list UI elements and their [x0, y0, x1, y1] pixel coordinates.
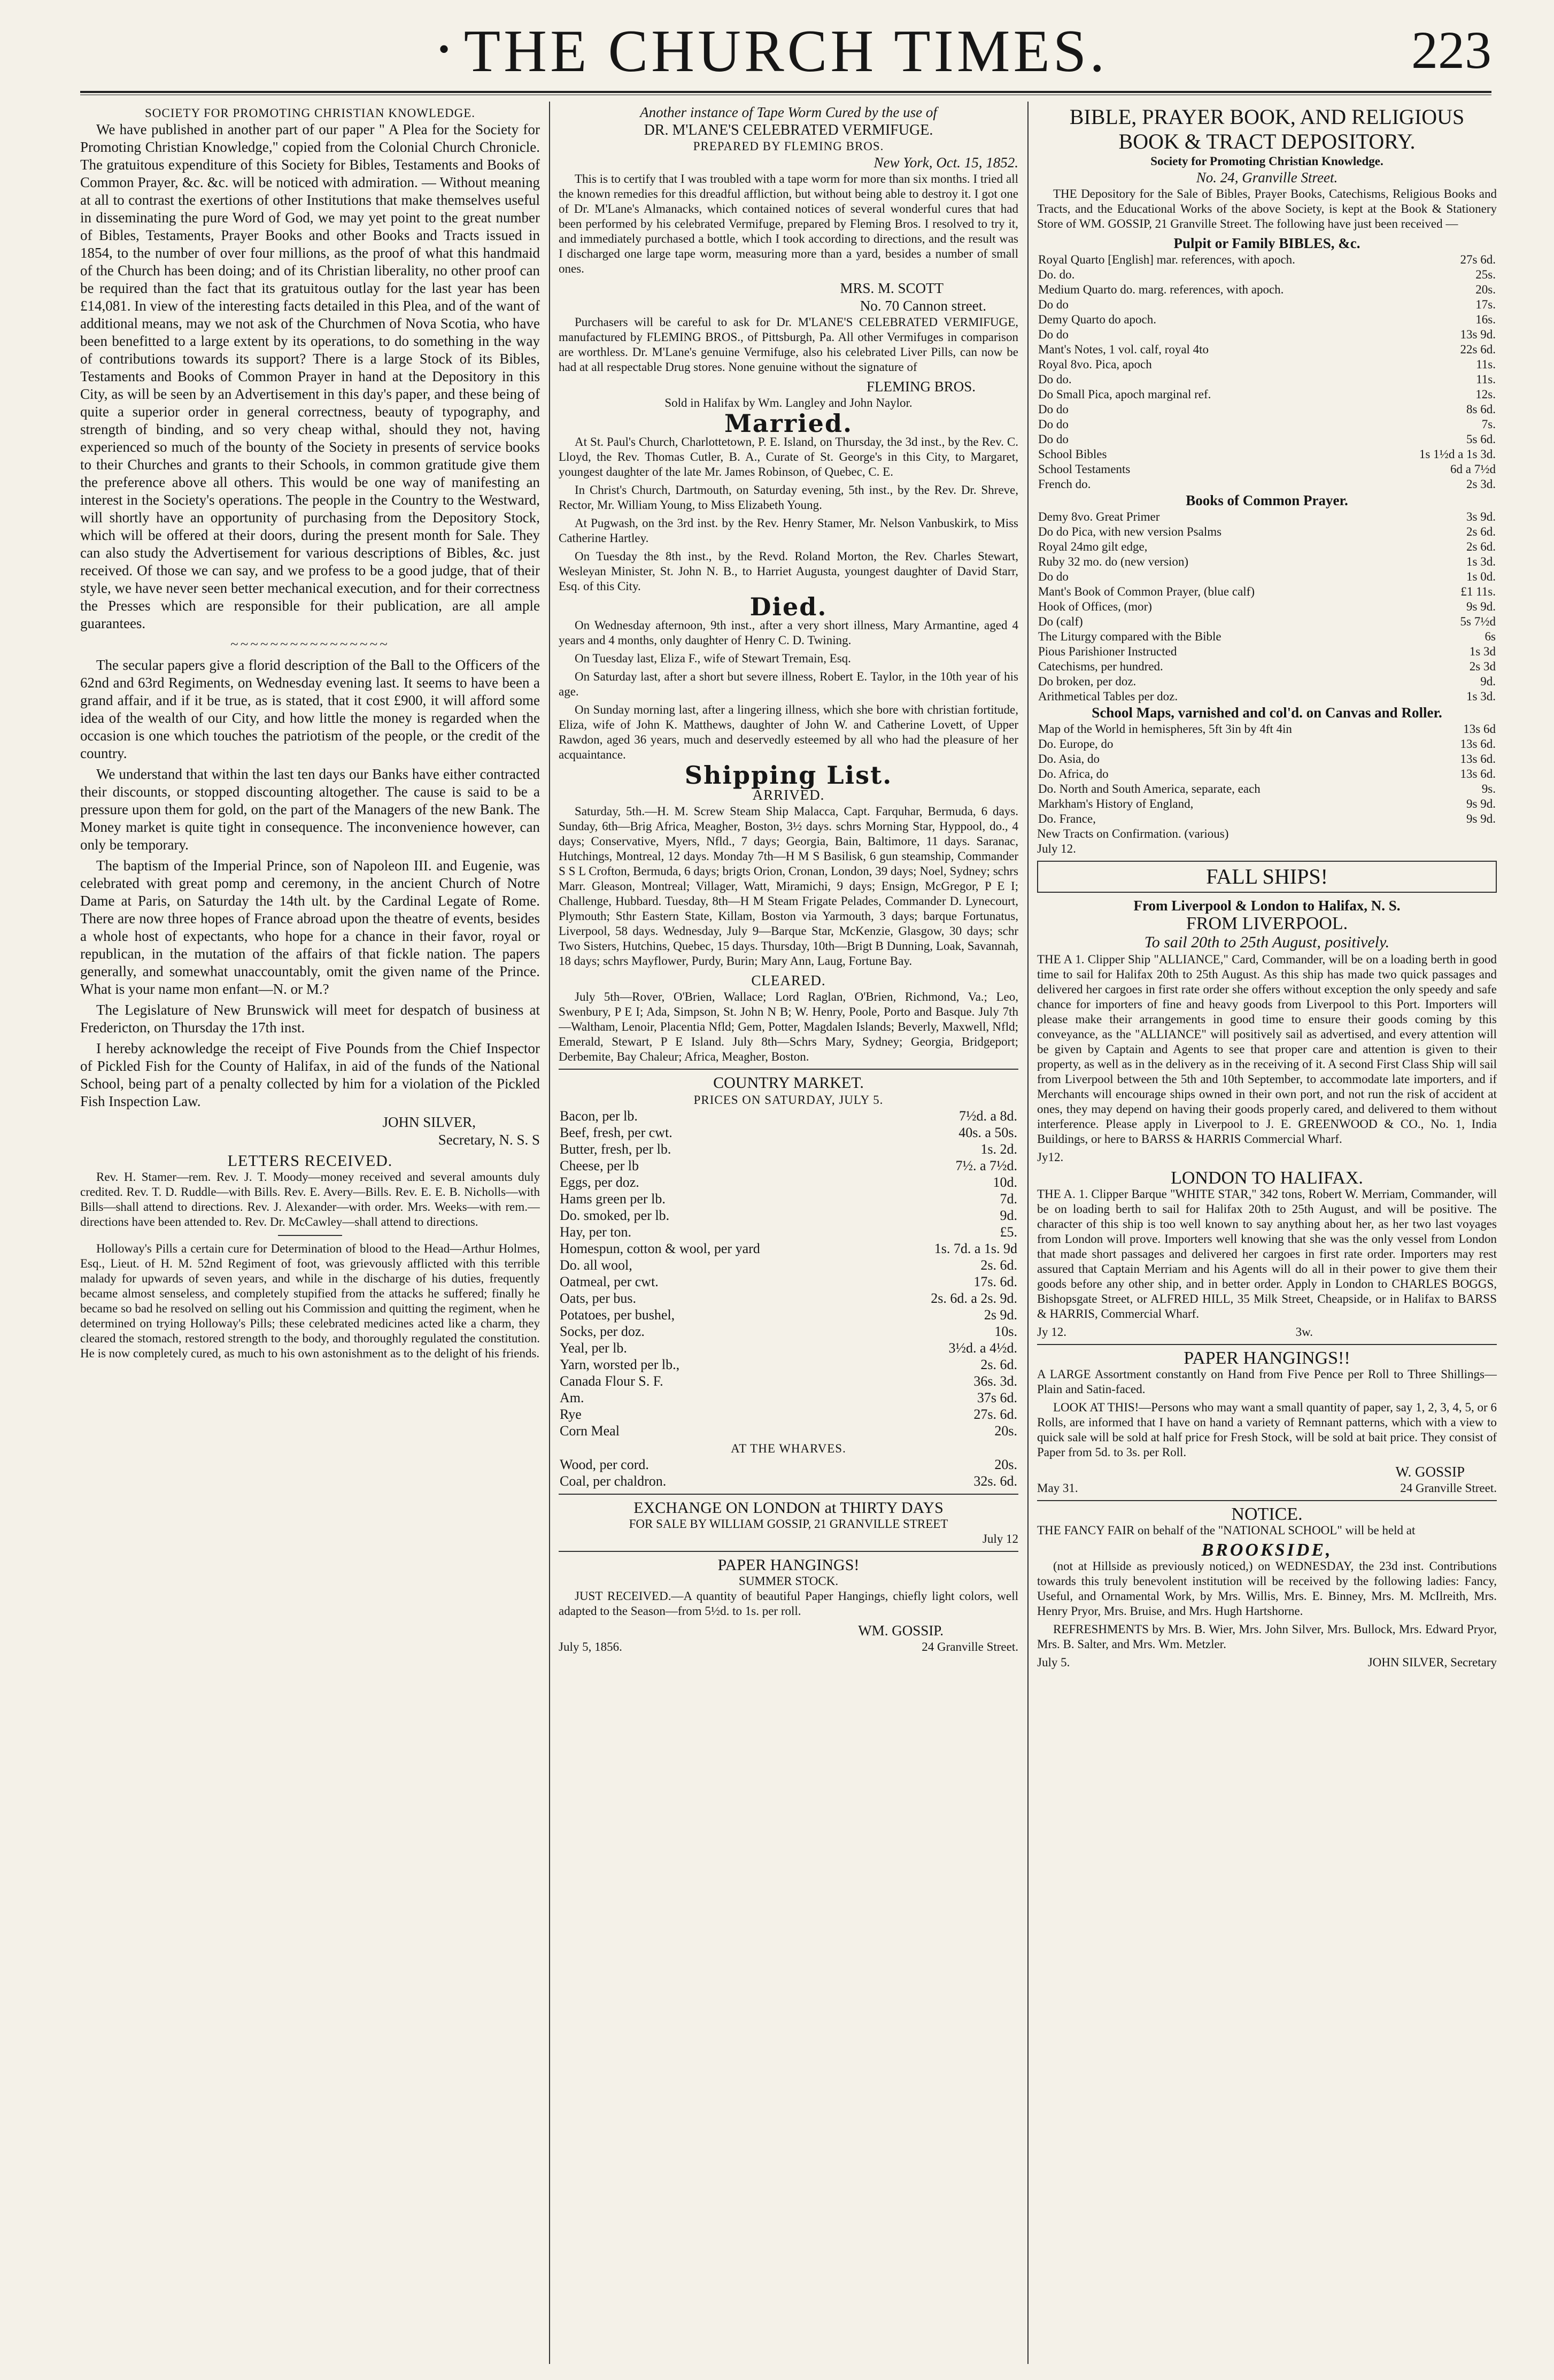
bible-row [1037, 267, 1497, 282]
maps-row [1037, 767, 1497, 782]
depository-body: THE Depository for the Sale of Bibles, Prayer Books, Catechisms, Religious Books and Tracts, and the Educational Works of the above Society, is kept at the Book & Stationery Store of WM. GOSSIP, 21 Granville Street. The following have just been received — [1037, 187, 1497, 230]
maps-row [1037, 752, 1497, 767]
maps-date: July 12. [1037, 842, 1076, 855]
vermifuge-address: No. 70 Cannon street. [860, 298, 986, 314]
spck-article: We have published in another part of our paper " A Plea for the Society for Promoting Christian Knowledge," copied from the Colonial Church Chronicle. The gratuitous expenditure of this Society for Bibles, Testaments and Books of Common Prayer, &c. &c. will be noticed with admiration. — Without meaning at all to contrast the exertions of other Institutions that make themselves useful in disseminating the pure Word of God, we may yet point to the great number of Bibles, Testaments, Prayer Books and other Books and Tracts issued in 1854, to the number of over four millions, as the proof of what this handmaid of the Church has been doing; and of its Christian liberality, no other proof can be required than the fact that its gratuitous outlay for the last year has been £14,081. In view of the interesting facts detailed in this Plea, and of the want of additional means, may we not ask of the Churchmen of Nova Scotia, who have been benefitted to a large extent by its operations, to do something in the way of contributions towards its support? There is a large Stock of its Bibles, Testaments and Books of Common Prayer in hand at the Depository in this City, as will be seen by an Advertisement in this day's paper, and these being of quite a superior order in general correctness, beauty of typography, and strength of binding, and so very cheap withal, should they not, having experienced so much of the bounty of the Society in presents of service books to their Churches and grants to their Schools, in common gratitude give them the preference above all others. This would be one way of manifesting an interest in the Society's operations. The people in the Country to the Westward, will shortly have an opportunity of purchasing from the Depository Stock, which will be offered at their doors, during the present month for Sale. They can also study the Advertisement for various descriptions of Bibles, &c. just received. Of those we can say, and we profess to be a good judge, that of their style, we have never seen better mechanical execution, and for their correctness the Presses which are responsible for their publication, are all ample guarantees. [80, 121, 540, 631]
market-row [559, 1290, 1018, 1307]
liverpool-heading: FROM LIVERPOOL. [1186, 914, 1348, 933]
maps-row [1037, 722, 1497, 737]
market-row-price: 20s. [994, 1423, 1017, 1439]
notice-signature: JOHN SILVER, Secretary [1367, 1656, 1497, 1669]
market-row [559, 1323, 1018, 1340]
market-row-price: 17s. 6d. [973, 1274, 1017, 1289]
prayer-row-price: 1s 3d. [1466, 555, 1496, 568]
market-row-item: Socks, per doz. [560, 1324, 645, 1339]
prayer-row-item: Ruby 32 mo. do (new version) [1038, 555, 1189, 568]
market-row [559, 1240, 1018, 1257]
bible-row-item: French do. [1038, 477, 1091, 491]
maps-row-price: 9s. [1481, 782, 1496, 795]
london-date: Jy 12. [1037, 1325, 1066, 1339]
bible-row-price: 6d a 7½d [1450, 462, 1496, 476]
maps-row [1037, 797, 1497, 812]
notice-heading: NOTICE. [1231, 1504, 1303, 1524]
market-row-price: 7d. [1000, 1191, 1017, 1207]
notice-body-2: (not at Hillside as previously noticed,) on WEDNESDAY, the 23d inst. Contributions towards this truly benevolent institution will be received by the following ladies: Fancy, Useful, and Ornamental Work, by Mrs. Willis, Mrs. E. Binney, Mrs. M. McIlreith, Mrs. Henry Pryor, Mrs. Bruise, and Mrs. Hugh Hartshorne. [1037, 1559, 1497, 1618]
hangings-footer [1037, 1481, 1497, 1496]
prayer-row-item: Royal 24mo gilt edge, [1038, 540, 1148, 553]
died-notice-1: On Wednesday afternoon, 9th inst., after a very short illness, Mary Armantine, aged 4 years and 4 months, only daughter of Henry C. D. Twining. [559, 619, 1018, 647]
prayer-row [1037, 689, 1497, 704]
market-row [559, 1406, 1018, 1423]
market-row-item: Beef, fresh, per cwt. [560, 1125, 672, 1140]
paper-hangings-footer [559, 1640, 1018, 1655]
depository-address: No. 24, Granville Street. [1196, 169, 1338, 186]
paper-hangings-address: 24 Granville Street. [922, 1640, 1018, 1653]
prayer-row-item: The Liturgy compared with the Bible [1038, 630, 1221, 643]
maps-row-item: Do. Africa, do [1038, 767, 1109, 781]
vermifuge-firm: FLEMING BROS. [866, 378, 976, 395]
divider [559, 1069, 1018, 1070]
market-row [559, 1373, 1018, 1389]
wharves-row [559, 1456, 1018, 1473]
market-row [559, 1174, 1018, 1191]
hangings-address: 24 Granville Street. [1400, 1481, 1497, 1495]
column-1 [80, 102, 540, 2364]
market-heading: COUNTRY MARKET. [713, 1074, 864, 1092]
market-row-item: Hay, per ton. [560, 1224, 632, 1240]
bible-row-item: School Bibles [1038, 447, 1107, 461]
market-row [559, 1108, 1018, 1124]
banks-article: We understand that within the last ten days our Banks have either contracted their discounts, or stopped discounting altogether. The cause is said to be a pressure upon them for gold, on the part of the Managers of the new Bank. The Money market is quite tight in consequence. The inconvenience however, can only be temporary. [80, 766, 540, 853]
masthead-dot: • [438, 32, 450, 67]
bible-row [1037, 357, 1497, 372]
bible-row-item: Do do. [1038, 373, 1072, 386]
prayer-row-price: £1 11s. [1460, 585, 1496, 598]
notice-body: THE FANCY FAIR on behalf of the "NATIONAL SCHOOL" will be held at [1037, 1524, 1416, 1537]
market-row-price: 27s. 6d. [973, 1407, 1017, 1422]
prayer-row-price: 1s 3d [1469, 645, 1496, 658]
prayer-row-item: Pious Parishioner Instructed [1038, 645, 1177, 658]
divider [1037, 1500, 1497, 1501]
prayer-row-price: 6s [1485, 630, 1496, 643]
market-row [559, 1207, 1018, 1224]
prayer-row-price: 2s 3d [1469, 660, 1496, 673]
wharves-heading: AT THE WHARVES. [731, 1442, 846, 1455]
exchange-heading: EXCHANGE ON LONDON at THIRTY DAYS [633, 1499, 944, 1517]
market-row-item: Cheese, per lb [560, 1158, 639, 1173]
prayer-row-price: 3s 9d. [1466, 510, 1496, 523]
bible-row-item: Do do [1038, 403, 1069, 416]
cleared-list: July 5th—Rover, O'Brien, Wallace; Lord Raglan, O'Brien, Richmond, Va.; Leo, Swenbury, P E I; Ada, Simpson, St. John N B; W. Henry, Poole, Porto and Basque. July 7th—Waltham, Lenoir, Placentia Nfld; Gem, Potter, Magdalen Islands; Beverly, Maxwell, Nfld; Emerald, Stewart, P E Island. July 8th—Schrs Mary, Sydney; Georgia, Bridgeport; Derbemite, Bay Chaleur; Africa, Meagher, Boston. [559, 990, 1018, 1063]
prayer-row [1037, 509, 1497, 524]
fall-ships-box [1037, 861, 1497, 893]
prayer-row [1037, 629, 1497, 644]
bible-row-item: Royal 8vo. Pica, apoch [1038, 358, 1152, 371]
died-notice-3: On Saturday last, after a short but severe illness, Robert E. Taylor, in the 10th year of his age. [559, 670, 1018, 698]
prayer-row-price: 1s 0d. [1466, 570, 1496, 583]
vermifuge-dateline: New York, Oct. 15, 1852. [873, 154, 1018, 171]
separator: ~~~~~~~~~~~~~~~~ [230, 636, 390, 652]
prayer-table [1037, 509, 1497, 704]
fall-ships-subheading: From Liverpool & London to Halifax, N. S. [1133, 898, 1401, 914]
market-row [559, 1191, 1018, 1207]
arrived-heading: ARRIVED. [752, 787, 825, 803]
maps-row-item: Do. North and South America, separate, each [1038, 782, 1261, 795]
bible-row-price: 17s. [1475, 298, 1496, 311]
prayer-row-item: Arithmetical Tables per doz. [1038, 690, 1178, 703]
bible-row-item: Do do [1038, 432, 1069, 446]
maps-row [1037, 737, 1497, 752]
bible-row-item: Mant's Notes, 1 vol. calf, royal 4to [1038, 343, 1209, 356]
prayer-row-item: Catechisms, per hundred. [1038, 660, 1163, 673]
bible-row-price: 1s 1½d a 1s 3d. [1419, 447, 1496, 461]
prayer-row [1037, 584, 1497, 599]
market-row-item: Potatoes, per bushel, [560, 1307, 675, 1323]
column-rule-2 [1027, 102, 1029, 2364]
bible-row-price: 27s 6d. [1460, 253, 1496, 266]
divider [1037, 1344, 1497, 1345]
market-row-price: 9d. [1000, 1208, 1017, 1223]
hangings-heading: PAPER HANGINGS!! [1184, 1348, 1350, 1368]
bible-row [1037, 342, 1497, 357]
maps-row-price: 13s 6d [1463, 722, 1496, 736]
maps-row [1037, 812, 1497, 826]
prayer-row-item: Do (calf) [1038, 615, 1083, 628]
spck-heading: SOCIETY FOR PROMOTING CHRISTIAN KNOWLEDGE. [144, 106, 476, 120]
died-notice-2: On Tuesday last, Eliza F., wife of Stewart Tremain, Esq. [575, 652, 851, 665]
arrived-list: Saturday, 5th.—H. M. Screw Steam Ship Malacca, Capt. Farquhar, Bermuda, 6 days. Sunday, 6th—Brig Africa, Meagher, Boston, 3½ days. schrs Morning Star, Hyppool, do., 4 days; Conservative, Myers, Nfld., 7 days; Georgia, Bain, Baltimore, 11 days. Saranac, Hutchings, Montreal, 12 days. Monday 7th—H M S Basilisk, 6 gun steamship, Commander S S L Crofton, Bermuda, 6 days; brigts Orion, Cronan, London, 39 days; Noel, Sydney; schrs Marr. Gleason, Montreal; Villager, Watt, Miramichi, 9 days; Ensign, McGregor, P E I; Challenge, Hubbard. Tuesday, 8th—H M Steam Frigate Pelades, Commander D. Lynecourt, Plymouth; Sthr Eastern State, Killam, Boston via Yarmouth, 3 days; barque Fortunatus, Liverpool, 58 days. Wednesday, July 9—Barque Star, McKenzie, Glasgow, 30 days; schr Two Sisters, Hutchins, Quebec, 15 days. Thursday, 10th—Brigt B Dunning, Loak, Savannah, 18 days; schrs Mayflower, Purdy, Burin; Mary Ann, Laug, Fortune Bay. [559, 805, 1018, 968]
legislature-article: The Legislature of New Brunswick will meet for despatch of business at Fredericton, on Thursday the 17th inst. [80, 1002, 540, 1036]
market-row-price: 7½d. a 8d. [958, 1108, 1017, 1124]
liverpool-body: THE A 1. Clipper Ship "ALLIANCE," Card, Commander, will be on a loading berth in good time to sail for Halifax 20th to 25th August. As this ship has made two quick passages and delivered her cargoes in first rate order she offers without exception the only speedy and safe chance for importers of fine and heavy goods from Liverpool to this Port. Importers will please make their arrangements in good time to ensure their goods coming by this conveyance, as the "ALLIANCE" will positively sail as advertised, and every attention will be given by Captain and Agents to see that proper care and attention is given to their property, as well as in the delivery as in the receiving of it. A second First Class Ship will sail from Liverpool between the 5th and 10th September, to accommodate late importers, and if Merchants will encourage ships owned in their own port, and not run the risk of accident at ones, they may depend on having their goods properly cared, and delivered to them without interference. Please apply in Liverpool to J. E. GREENWOOD & CO., No. 1, India Buildings, or here to BARSS & HARRIS Commercial Wharf. [1037, 953, 1497, 1146]
prayer-row [1037, 524, 1497, 539]
market-row-price: 1s. 7d. a 1s. 9d [934, 1241, 1017, 1256]
market-row-item: Bacon, per lb. [560, 1108, 638, 1124]
bible-row [1037, 282, 1497, 297]
market-row [559, 1157, 1018, 1174]
vermifuge-sold: Sold in Halifax by Wm. Langley and John Naylor. [664, 396, 913, 409]
wharves-row-item: Coal, per chaldron. [560, 1473, 667, 1489]
bible-row-item: Royal Quarto [English] mar. references, with apoch. [1038, 253, 1295, 266]
bible-row [1037, 252, 1497, 267]
notice-date: July 5. [1037, 1656, 1070, 1669]
london-tail: 3w. [1295, 1325, 1313, 1339]
vermifuge-note: Purchasers will be careful to ask for Dr. M'LANE'S CELEBRATED VERMIFUGE, manufactured by FLEMING BROS., of Pittsburgh, Pa. All other Vermifuges in comparison are worthless. Dr. M'Lane's genuine Vermifuge, also his celebrated Liver Pills, can now be had at all respectable Drug stores. None genuine without the signature of [559, 315, 1018, 374]
market-row-item: Do. all wool, [560, 1257, 632, 1273]
market-row-price: 36s. 3d. [973, 1373, 1017, 1389]
bible-row-price: 22s 6d. [1460, 343, 1496, 356]
died-heading: Died. [749, 592, 828, 621]
market-row-price: £5. [1000, 1224, 1017, 1240]
married-notice-4: On Tuesday the 8th inst., by the Revd. Roland Morton, the Rev. Charles Stewart, Wesleyan Minister, St. John N. B., to Harriet Augusta, youngest daughter of David Starr, Esq. of this City. [559, 550, 1018, 593]
vermifuge-heading: DR. M'LANE'S CELEBRATED VERMIFUGE. [644, 122, 933, 138]
letters-list: Rev. H. Stamer—rem. Rev. J. T. Moody—money received and several amounts duly credited. Rev. T. D. Ruddle—with Bills. Rev. E. Avery—Bills. Rev. E. E. B. Nicholls—with Bills—shall attend to directions. Rev. J. Alexander—with order. Mrs. Weeks—with rem.—directions have been attended to. Rev. Dr. McCawley—shall attend to directions. [80, 1170, 540, 1228]
wharves-table [559, 1456, 1018, 1489]
market-row-price: 2s. 6d. [980, 1257, 1017, 1273]
bible-row-price: 8s 6d. [1466, 403, 1496, 416]
prayer-row-price: 9s 9d. [1466, 600, 1496, 613]
prayer-row-item: Mant's Book of Common Prayer, (blue calf) [1038, 585, 1255, 598]
vermifuge-tagline: Another instance of Tape Worm Cured by the use of [640, 104, 937, 120]
bible-row-price: 2s 3d. [1466, 477, 1496, 491]
liverpool-subheading: To sail 20th to 25th August, positively. [1144, 933, 1390, 951]
prayer-row [1037, 614, 1497, 629]
wharves-row-price: 20s. [994, 1457, 1017, 1472]
maps-note: New Tracts on Confirmation. (various) [1037, 827, 1229, 840]
paper-hangings-heading: PAPER HANGINGS! [717, 1556, 860, 1574]
market-row-price: 2s 9d. [984, 1307, 1017, 1323]
notice-footer [1037, 1655, 1497, 1670]
paper-hangings-date: July 5, 1856. [559, 1640, 622, 1653]
bible-row-price: 11s. [1476, 373, 1496, 386]
market-row-item: Yeal, per lb. [560, 1340, 627, 1356]
prayer-row [1037, 554, 1497, 569]
notice-body-3: REFRESHMENTS by Mrs. B. Wier, Mrs. John Silver, Mrs. Bullock, Mrs. Edward Pryor, Mrs. B. Salter, and Mrs. Wm. Metzler. [1037, 1622, 1497, 1651]
market-row-price: 40s. a 50s. [958, 1125, 1017, 1140]
market-row-price: 1s. 2d. [980, 1141, 1017, 1157]
prayer-row [1037, 569, 1497, 584]
market-row-item: Corn Meal [560, 1423, 620, 1439]
prayer-row-item: Demy 8vo. Great Primer [1038, 510, 1160, 523]
page-number: 223 [1411, 20, 1491, 80]
prayer-row-item: Do broken, per doz. [1038, 675, 1136, 688]
died-notice-4: On Sunday morning last, after a lingering illness, which she bore with christian fortitude, Eliza, wife of John K. Matthews, daughter of John W. and Catherine Lovett, of Upper Rawdon, aged 36 years, much and deservedly esteemed by all who had the pleasure of her acquaintance. [559, 703, 1018, 761]
bible-row [1037, 327, 1497, 342]
bible-row [1037, 447, 1497, 462]
vermifuge-prepared: PREPARED BY FLEMING BROS. [693, 140, 884, 153]
bible-row-price: 11s. [1476, 358, 1496, 371]
bibles-table [1037, 252, 1497, 492]
market-row [559, 1124, 1018, 1141]
bible-row-price: 5s 6d. [1466, 432, 1496, 446]
market-row [559, 1423, 1018, 1439]
column-rule-1 [549, 102, 550, 2364]
bible-row-item: Do. do. [1038, 268, 1075, 281]
maps-row-price: 13s 6d. [1460, 737, 1496, 751]
maps-row-item: Do. Europe, do [1038, 737, 1114, 751]
market-table [559, 1108, 1018, 1439]
vermifuge-signature: MRS. M. SCOTT [840, 280, 944, 296]
wharves-row [559, 1473, 1018, 1489]
london-body: THE A. 1. Clipper Barque "WHITE STAR," 342 tons, Robert W. Merriam, Commander, will be on loading berth to sail for Halifax 20th to 25th August, and will be positive. The character of this ship is too well known to say anything about her, as her two last voyages from London will prove. Importers well knowing that she was the only vessel from London that made short passages and delivered her cargoes in first rate order. Importers may rest assured that Captain Merriam and his Agents will do all in their power to give them their goods before any other ship, and in better order. Apply in London to CHARLES BOGGS, Bishopsgate Street, or ALFRED HILL, 35 Milk Street, Cheapside, or in Halifax to BARSS & HARRIS, Commercial Wharf. [1037, 1187, 1497, 1320]
bible-row-price: 25s. [1475, 268, 1496, 281]
bible-row-price: 20s. [1475, 283, 1496, 296]
hangings-body: A LARGE Assortment constantly on Hand from Five Pence per Roll to Three Shillings—Plain and Satin-faced. [1037, 1367, 1497, 1396]
married-heading: Married. [724, 409, 853, 438]
masthead [80, 10, 1491, 90]
vermifuge-testimonial: This is to certify that I was troubled with a tape worm for more than six months. I tried all the known remedies for this dreadful affliction, but without being able to destroy it. I got one of Dr. M'Lane's Almanacks, which contained notices of several wonderful cures that had been performed by his celebrated Vermifuge, prepared by Fleming Bros. I resolved to try it, and immediately purchased a bottle, which I took according to directions, and the result was I discharged one large tape worm, measuring more than a yard, besides a number of small ones. [559, 172, 1018, 275]
market-row [559, 1389, 1018, 1406]
bible-row-price: 12s. [1475, 388, 1496, 401]
pulpit-heading: Pulpit or Family BIBLES, &c. [1173, 235, 1360, 251]
bible-row-item: Demy Quarto do apoch. [1038, 313, 1156, 326]
maps-row-item: Do. France, [1038, 812, 1096, 825]
market-row [559, 1340, 1018, 1356]
column-3 [1037, 102, 1497, 2364]
market-row-price: 3½d. a 4½d. [948, 1340, 1017, 1356]
divider [559, 1494, 1018, 1495]
bible-row-price: 16s. [1475, 313, 1496, 326]
holloway-advert: Holloway's Pills a certain cure for Determination of blood to the Head—Arthur Holmes, Esq., Lieut. of H. M. 52nd Regiment of foot, was grievously afflicted with this terrible malady for upwards of seven years, and while in the discharge of his duties, frequently became almost senseless, and completely stupified from the attacks he suffered; finally he became so bad he resolved on selling out his Commission and quitting the regiment, when he determined on trying Holloway's Pills; these celebrated medicines acted like a charm, they cleared the stomach, restored strength to the body, and thoroughly regulated the constitution. He is now completely cured, as much to his own astonishment as to the delight of his friends. [80, 1242, 540, 1360]
market-row-item: Butter, fresh, per lb. [560, 1141, 671, 1157]
prayer-row [1037, 599, 1497, 614]
market-row-item: Hams green per lb. [560, 1191, 666, 1207]
hangings-body-2: LOOK AT THIS!—Persons who may want a small quantity of paper, say 1, 2, 3, 4, 5, or 6 Rolls, are informed that I have on hand a variety of Remnant patterns, which with a view to quick sale will be sold at half price for Fresh Stock, will be sold at bait price. They consist of Paper from 5d. to 3s. per Roll. [1037, 1401, 1497, 1459]
prayer-row-price: 1s 3d. [1466, 690, 1496, 703]
receipt-notice: I hereby acknowledge the receipt of Five Pounds from the Chief Inspector of Pickled Fish for the County of Halifax, in aid of the funds of the National School, being part of a penalty collected by him for a violation of the Pickled Fish Inspection Law. [80, 1040, 540, 1109]
married-notice-3: At Pugwash, on the 3rd inst. by the Rev. Henry Stamer, Mr. Nelson Vanbuskirk, to Miss Catherine Hartley. [559, 516, 1018, 545]
column-2 [559, 102, 1018, 2364]
shipping-heading: Shipping List. [684, 761, 893, 790]
cleared-heading: CLEARED. [751, 972, 826, 988]
market-row-item: Rye [560, 1407, 582, 1422]
prayer-row [1037, 659, 1497, 674]
market-row-item: Oats, per bus. [560, 1291, 636, 1306]
bible-row-item: Medium Quarto do. marg. references, with apoch. [1038, 283, 1284, 296]
market-row-price: 10s. [994, 1324, 1017, 1339]
depository-society: Society for Promoting Christian Knowledge. [1150, 154, 1383, 168]
maps-row-price: 9s 9d. [1466, 797, 1496, 810]
market-row [559, 1307, 1018, 1323]
prayer-row [1037, 644, 1497, 659]
bible-row-item: Do Small Pica, apoch marginal ref. [1038, 388, 1211, 401]
market-row [559, 1141, 1018, 1157]
bible-row-item: Do do [1038, 418, 1069, 431]
letters-heading: LETTERS RECEIVED. [227, 1152, 393, 1170]
maps-row-price: 9s 9d. [1466, 812, 1496, 825]
bible-row-item: School Testaments [1038, 462, 1131, 476]
bible-row [1037, 462, 1497, 477]
wharves-row-item: Wood, per cord. [560, 1457, 649, 1472]
market-row-item: Eggs, per doz. [560, 1174, 639, 1190]
receipt-signature: JOHN SILVER, [382, 1114, 476, 1130]
market-row-item: Oatmeal, per cwt. [560, 1274, 659, 1289]
notice-place: BROOKSIDE, [1201, 1540, 1333, 1560]
maps-row-item: Markham's History of England, [1038, 797, 1194, 810]
exchange-date: July 12 [982, 1532, 1018, 1546]
bible-row [1037, 477, 1497, 492]
divider [278, 1235, 342, 1236]
market-row [559, 1273, 1018, 1290]
prayer-row [1037, 674, 1497, 689]
market-row-item: Am. [560, 1390, 584, 1405]
maps-row [1037, 782, 1497, 797]
market-row-item: Yarn, worsted per lb., [560, 1357, 680, 1372]
prayer-row-price: 9d. [1480, 675, 1496, 688]
wharves-row-price: 32s. 6d. [973, 1473, 1017, 1489]
paper-hangings-subheading: SUMMER STOCK. [738, 1574, 839, 1588]
bible-row [1037, 417, 1497, 432]
prince-article: The baptism of the Imperial Prince, son of Napoleon III. and Eugenie, was celebrated with great pomp and ceremony, in the ancient Church of Notre Dame at Paris, on Saturday the 14th ult. by the Cardinal Legate of Rome. There are now three hopes of France abroad upon the theatre of events, besides a whole host of expectants, who hope for a chance in their favor, royal or republican, in the mutation of the affairs of that fickle nation. The papers generally, and somewhat unaccountably, omit the given name of the Prince. What is your name mon enfant—N. or M.? [80, 857, 540, 997]
market-row-item: Do. smoked, per lb. [560, 1208, 670, 1223]
prayer-row-item: Do do Pica, with new version Psalms [1038, 525, 1222, 538]
bible-row-price: 13s 9d. [1460, 328, 1496, 341]
market-row [559, 1224, 1018, 1240]
maps-row-item: Do. Asia, do [1038, 752, 1100, 766]
market-row-price: 10d. [993, 1174, 1017, 1190]
market-row-item: Canada Flour S. F. [560, 1373, 663, 1389]
prayer-row-price: 2s 6d. [1466, 540, 1496, 553]
market-subheading: PRICES ON SATURDAY, JULY 5. [693, 1093, 884, 1107]
married-notice-2: In Christ's Church, Dartmouth, on Saturday evening, 5th inst., by the Rev. Dr. Shreve, Rector, Mr. William Young, to Miss Elizabeth Young. [559, 483, 1018, 512]
prayer-row-item: Hook of Offices, (mor) [1038, 600, 1152, 613]
bible-row-item: Do do [1038, 298, 1069, 311]
market-row-item: Homespun, cotton & wool, per yard [560, 1241, 760, 1256]
bible-row-item: Do do [1038, 328, 1069, 341]
married-notice-1: At St. Paul's Church, Charlottetown, P. E. Island, on Thursday, the 3d inst., by the Rev. C. Lloyd, the Rev. Thomas Cutler, B. A., Curate of St. George's in this City, to Margaret, youngest daughter of the late Mr. James Robinson, of Quebec, C. E. [559, 435, 1018, 478]
bible-row-price: 7s. [1481, 418, 1496, 431]
hangings-signature: W. GOSSIP [1395, 1464, 1465, 1480]
receipt-signature-title: Secretary, N. S. S [438, 1132, 540, 1148]
bible-row [1037, 372, 1497, 387]
hangings-date: May 31. [1037, 1481, 1078, 1495]
market-row-price: 7½. a 7½d. [955, 1158, 1017, 1173]
market-row-price: 2s. 6d. a 2s. 9d. [931, 1291, 1017, 1306]
liverpool-date: Jy12. [1037, 1150, 1064, 1164]
exchange-subheading: FOR SALE BY WILLIAM GOSSIP, 21 GRANVILLE STREET [629, 1517, 948, 1531]
bible-row [1037, 432, 1497, 447]
bible-row [1037, 312, 1497, 327]
london-heading: LONDON TO HALIFAX. [1171, 1168, 1363, 1188]
maps-row-price: 13s 6d. [1460, 767, 1496, 781]
prayer-row-price: 2s 6d. [1466, 525, 1496, 538]
prayer-row-item: Do do [1038, 570, 1069, 583]
ball-article: The secular papers give a florid description of the Ball to the Officers of the 62nd and 63rd Regiments, on Wednesday evening last. It seems to have been a grand affair, and if it be true, as is stated, that it cost £900, it will afford some idea of the wealth of our City, and how little the money is regarded when the occasion is one which touches the patriotism of the people, or the credit of the country. [80, 657, 540, 761]
maps-table [1037, 722, 1497, 826]
prayer-heading: Books of Common Prayer. [1186, 492, 1348, 508]
prayer-row-price: 5s 7½d [1460, 615, 1496, 628]
newspaper-title: THE CHURCH TIMES. [463, 18, 1108, 84]
paper-hangings-signature: WM. GOSSIP. [858, 1622, 944, 1639]
bible-row [1037, 387, 1497, 402]
prayer-row [1037, 539, 1497, 554]
depository-heading: BIBLE, PRAYER BOOK, AND RELIGIOUS BOOK & TRACT DEPOSITORY. [1069, 105, 1465, 153]
maps-row-price: 13s 6d. [1460, 752, 1496, 766]
masthead-rule [80, 91, 1491, 93]
market-row-price: 2s. 6d. [980, 1357, 1017, 1372]
market-row-price: 37s 6d. [977, 1390, 1017, 1405]
bible-row [1037, 297, 1497, 312]
london-footer [1037, 1325, 1313, 1340]
market-row [559, 1257, 1018, 1273]
market-row [559, 1356, 1018, 1373]
maps-row-item: Map of the World in hemispheres, 5ft 3in by 4ft 4in [1038, 722, 1292, 736]
bible-row [1037, 402, 1497, 417]
fall-ships-heading: FALL SHIPS! [1206, 864, 1328, 888]
maps-heading: School Maps, varnished and col'd. on Canvas and Roller. [1092, 705, 1442, 721]
paper-hangings-body: JUST RECEIVED.—A quantity of beautiful Paper Hangings, chiefly light colors, well adapted to the Season—from 5½d. to 1s. per roll. [559, 1589, 1018, 1618]
divider [559, 1551, 1018, 1552]
